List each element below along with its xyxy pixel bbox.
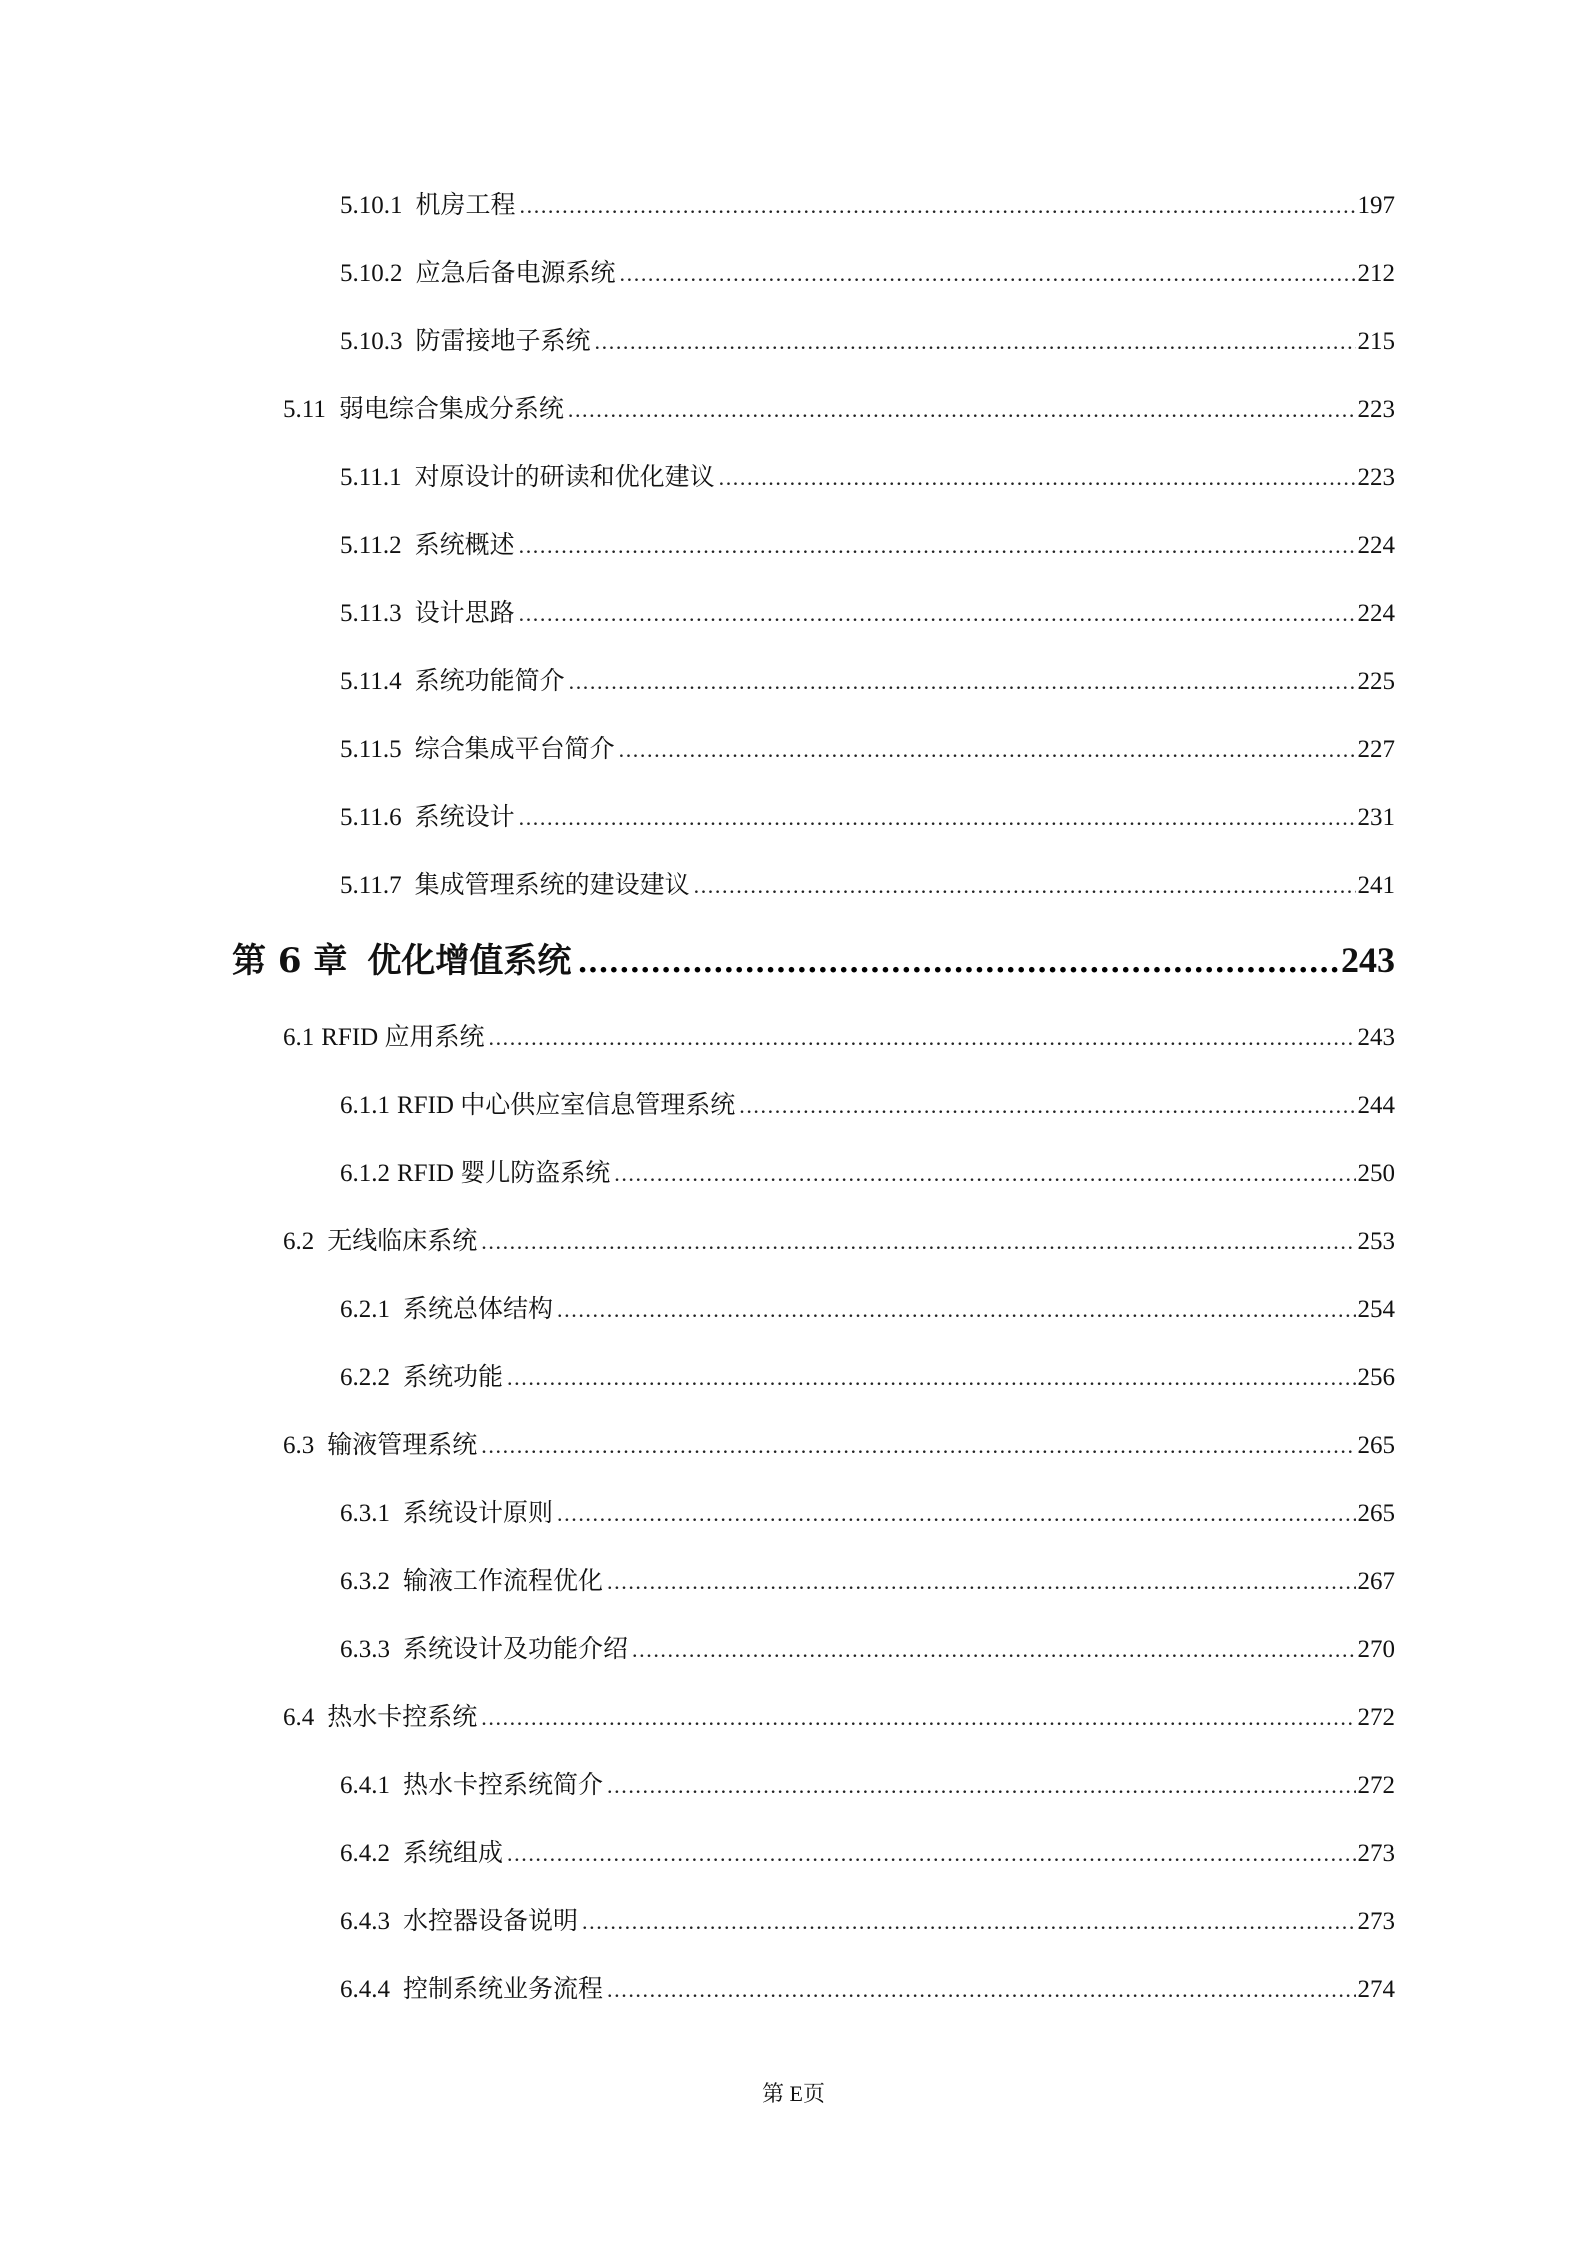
toc-entry-page: 274: [1357, 1976, 1395, 2003]
toc-entry-number: 6.4.3: [340, 1908, 390, 1935]
toc-entry-5-11-7[interactable]: [340, 870, 1395, 902]
toc-entry-6-4[interactable]: [283, 1702, 1395, 1734]
toc-entry-number: 5.11.1: [340, 464, 402, 491]
chapter-page: 243: [1341, 940, 1395, 980]
page-number-label: 第 E页: [762, 2081, 825, 2106]
dot-leader: [620, 258, 1356, 290]
toc-entry-number: 5.10.2: [340, 260, 403, 287]
toc-entry-number: 6.3: [283, 1432, 315, 1459]
toc-entry-title: RFID 婴儿防盗系统: [397, 1160, 611, 1187]
toc-entry-title: 弱电综合集成分系统: [338, 396, 564, 423]
toc-entry-title: RFID 应用系统: [321, 1024, 485, 1051]
toc-entry-5-11-4[interactable]: [340, 666, 1395, 698]
toc-entry-number: 5.11.2: [340, 532, 402, 559]
toc-entry-number: 5.11.3: [340, 600, 402, 627]
page-footer: [0, 2077, 1587, 2108]
dot-leader: [619, 734, 1356, 766]
dot-leader: [607, 1974, 1355, 2006]
toc-entry-title: 应急后备电源系统: [415, 260, 616, 287]
toc-entry-5-11-5[interactable]: [340, 734, 1395, 766]
toc-entry-title: RFID 中心供应室信息管理系统: [397, 1092, 736, 1119]
dot-leader: [739, 1090, 1355, 1122]
toc-entry-5-11-1[interactable]: [340, 462, 1395, 494]
toc-entry-page: 267: [1357, 1568, 1395, 1595]
toc-entry-page: 256: [1357, 1364, 1395, 1391]
toc-entry-page: 223: [1357, 396, 1395, 423]
toc-entry-number: 5.11.5: [340, 736, 402, 763]
toc-entry-5-11[interactable]: [283, 394, 1395, 426]
toc-entry-number: 6.1.2: [340, 1160, 390, 1187]
toc-entry-number: 6.2.1: [340, 1296, 390, 1323]
dot-leader: [507, 1838, 1355, 1870]
toc-entry-6-4-1[interactable]: [340, 1770, 1395, 1802]
toc-entry-page: 225: [1357, 668, 1395, 695]
toc-entry-5-10-1[interactable]: [340, 190, 1395, 222]
toc-entry-page: 254: [1357, 1296, 1395, 1323]
toc-entry-number: 6.4: [283, 1704, 315, 1731]
chapter-number: 第 6 章: [232, 941, 348, 981]
toc-entry-page: 253: [1357, 1228, 1395, 1255]
toc-entry-page: 224: [1357, 600, 1395, 627]
toc-entry-page: 227: [1357, 736, 1395, 763]
toc-entry-title: 系统总体结构: [403, 1296, 554, 1323]
toc-entry-number: 5.11: [283, 396, 326, 423]
toc-entry-page: 273: [1357, 1840, 1395, 1867]
dot-leader: [557, 1294, 1355, 1326]
toc-entry-page: 197: [1357, 192, 1395, 219]
toc-entry-number: 6.3.1: [340, 1500, 390, 1527]
toc-entry-page: 215: [1357, 328, 1395, 355]
toc-entry-6-2[interactable]: [283, 1226, 1395, 1258]
toc-entry-6-4-4[interactable]: [340, 1974, 1395, 2006]
toc-entry-6-3[interactable]: [283, 1430, 1395, 1462]
toc-entry-page: 231: [1357, 804, 1395, 831]
dot-leader: [481, 1430, 1355, 1462]
toc-entry-title: 水控器设备说明: [403, 1908, 579, 1935]
dot-leader: [568, 394, 1356, 426]
dot-leader: [607, 1566, 1355, 1598]
toc-chapter-6[interactable]: [232, 938, 1395, 985]
dot-leader: [607, 1770, 1355, 1802]
toc-entry-page: 212: [1357, 260, 1395, 287]
toc-entry-title: 系统功能: [403, 1364, 504, 1391]
dot-leader: [557, 1498, 1355, 1530]
toc-entry-5-10-3[interactable]: [340, 326, 1395, 358]
dot-leader: [507, 1362, 1355, 1394]
toc-entry-6-3-2[interactable]: [340, 1566, 1395, 1598]
toc-entry-title: 系统组成: [403, 1840, 504, 1867]
dot-leader: [519, 598, 1356, 630]
dot-leader: [582, 1906, 1355, 1938]
toc-entry-number: 5.11.4: [340, 668, 402, 695]
toc-entry-6-1-2[interactable]: [340, 1158, 1395, 1190]
toc-entry-6-3-1[interactable]: [340, 1498, 1395, 1530]
dot-leader: [614, 1158, 1355, 1190]
toc-entry-number: 6.2: [283, 1228, 315, 1255]
toc-entry-number: 6.2.2: [340, 1364, 390, 1391]
toc-entry-5-11-2[interactable]: [340, 530, 1395, 562]
dot-leader: [519, 802, 1356, 834]
toc-entry-page: 265: [1357, 1500, 1395, 1527]
toc-entry-number: 6.1: [283, 1024, 315, 1051]
toc-entry-page: 273: [1357, 1908, 1395, 1935]
toc-entry-number: 5.11.6: [340, 804, 402, 831]
toc-entry-page: 244: [1357, 1092, 1395, 1119]
toc-entry-number: 5.10.3: [340, 328, 403, 355]
toc-entry-page: 265: [1357, 1432, 1395, 1459]
toc-entry-6-2-2[interactable]: [340, 1362, 1395, 1394]
toc-entry-title: 系统设计原则: [403, 1500, 554, 1527]
dot-leader: [488, 1022, 1355, 1054]
toc-entry-title: 系统设计及功能介绍: [403, 1636, 629, 1663]
toc-entry-6-4-3[interactable]: [340, 1906, 1395, 1938]
dot-leader: [632, 1634, 1355, 1666]
toc-entry-title: 机房工程: [415, 192, 516, 219]
toc-entry-number: 6.3.3: [340, 1636, 390, 1663]
toc-entry-5-10-2[interactable]: [340, 258, 1395, 290]
toc-entry-number: 5.10.1: [340, 192, 403, 219]
dot-leader: [481, 1226, 1355, 1258]
toc-entry-number: 6.3.2: [340, 1568, 390, 1595]
toc-entry-page: 272: [1357, 1772, 1395, 1799]
toc-entry-6-2-1[interactable]: [340, 1294, 1395, 1326]
dot-leader: [481, 1702, 1355, 1734]
dot-leader: [569, 666, 1356, 698]
toc-entry-title: 对原设计的研读和优化建议: [414, 464, 715, 491]
toc-entry-title: 系统概述: [414, 532, 515, 559]
toc-entry-title: 控制系统业务流程: [403, 1976, 604, 2003]
dot-leader: [577, 941, 1339, 985]
toc-entry-number: 6.4.4: [340, 1976, 390, 2003]
toc-entry-page: 272: [1357, 1704, 1395, 1731]
toc-entry-title: 热水卡控系统简介: [403, 1772, 604, 1799]
toc-entry-title: 设计思路: [414, 600, 515, 627]
toc-entry-page: 241: [1357, 872, 1395, 899]
dot-leader: [719, 462, 1356, 494]
toc-entry-number: 5.11.7: [340, 872, 402, 899]
toc-entry-page: 250: [1357, 1160, 1395, 1187]
toc-entry-title: 防雷接地子系统: [415, 328, 591, 355]
toc-entry-6-1-1[interactable]: [340, 1090, 1395, 1122]
toc-entry-page: 243: [1357, 1024, 1395, 1051]
toc-entry-title: 输液管理系统: [327, 1432, 478, 1459]
toc-entry-title: 无线临床系统: [327, 1228, 478, 1255]
toc-entry-number: 6.1.1: [340, 1092, 390, 1119]
toc-entry-5-11-3[interactable]: [340, 598, 1395, 630]
toc-entry-page: 224: [1357, 532, 1395, 559]
toc-entry-page: 270: [1357, 1636, 1395, 1663]
toc-entry-page: 223: [1357, 464, 1395, 491]
toc-entry-6-4-2[interactable]: [340, 1838, 1395, 1870]
toc-entry-title: 集成管理系统的建设建议: [414, 872, 690, 899]
dot-leader: [519, 530, 1356, 562]
toc-entry-number: 6.4.2: [340, 1840, 390, 1867]
dot-leader: [694, 870, 1356, 902]
toc-entry-title: 热水卡控系统: [327, 1704, 478, 1731]
toc-entry-5-11-6[interactable]: [340, 802, 1395, 834]
toc-entry-6-3-3[interactable]: [340, 1634, 1395, 1666]
toc-entry-number: 6.4.1: [340, 1772, 390, 1799]
dot-leader: [595, 326, 1356, 358]
toc-entry-title: 系统功能简介: [414, 668, 565, 695]
chapter-title: 优化增值系统: [367, 941, 572, 981]
toc-entry-6-1[interactable]: [283, 1022, 1395, 1054]
toc-entry-title: 系统设计: [414, 804, 515, 831]
toc-entry-title: 综合集成平台简介: [414, 736, 615, 763]
toc-entry-title: 输液工作流程优化: [403, 1568, 604, 1595]
dot-leader: [520, 190, 1356, 222]
